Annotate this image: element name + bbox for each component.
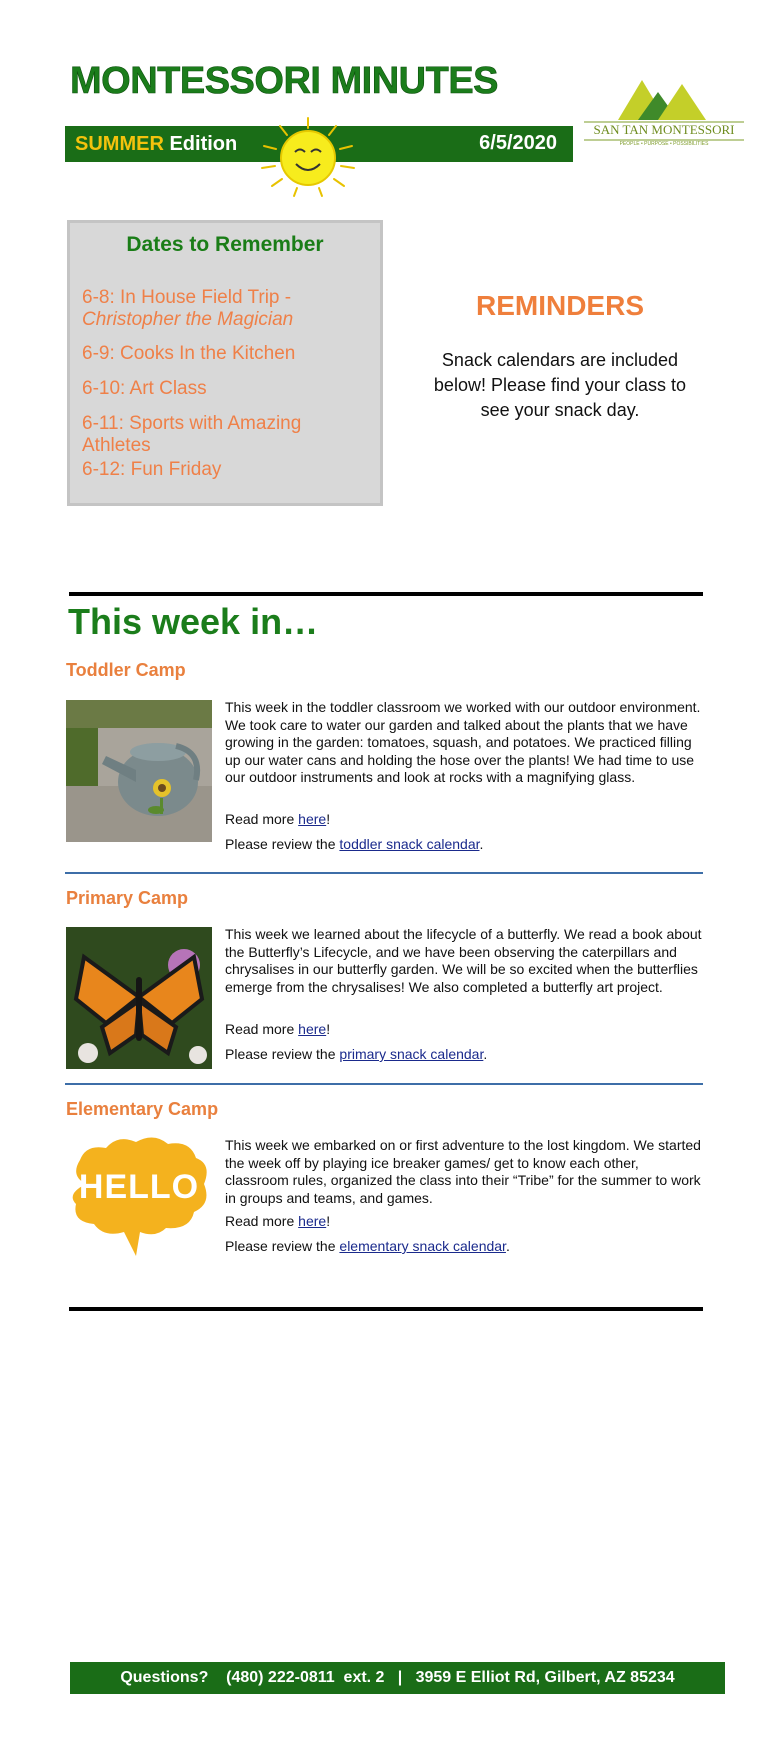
snack-calendar-line [225,836,703,852]
edition-label [75,133,237,156]
read-more-prefix: Read more [225,1213,299,1229]
review-suffix: . [479,836,484,852]
section-body: This week we learned about the lifecycle of a butterfly. We read a book about the Butterfly’s Lifecycle, and we have been observing the caterpillars and chrysalises in our butterfly garden. We will be so excited when the butterflies emerge from the chrysalises! We also completed a butterfly art project. [225,926,702,995]
review-suffix: . [505,1238,510,1254]
section-body: This week we embarked on or first adventure to the lost kingdom. We started the week off by playing ice breaker games/ get to know each other, classroom rules, organized the class into their “Tribe” for the summer to work in groups and teams, and games. [225,1137,701,1206]
logo-name: SAN TAN MONTESSORI [593,122,735,137]
read-more-line [225,1021,703,1037]
section-title: Toddler Camp [66,660,186,680]
read-more-prefix: Read more [225,1021,299,1037]
reminders-title: REMINDERS [475,290,644,321]
logo-tagline: PEOPLE • PURPOSE • POSSIBILITIES [619,141,709,147]
section-title: Elementary Camp [66,1099,219,1119]
date-item: 6-9: Cooks In the Kitchen [82,343,296,364]
hello-text: HELLO [78,1168,200,1206]
footer-bar [70,1662,725,1694]
section-divider [65,1083,703,1085]
butterfly-photo [66,927,212,1069]
date-item [82,287,372,331]
read-more-suffix: ! [326,811,331,827]
review-suffix: . [483,1046,488,1062]
section-divider [65,872,703,874]
watering-can-photo [66,700,212,842]
read-more-suffix: ! [326,1021,331,1037]
toddler-snack-calendar-link[interactable]: toddler snack calendar [339,836,480,852]
week-title: This week in… [68,601,319,642]
date-item: 6-12: Fun Friday [82,459,222,480]
divider [69,1307,703,1311]
dates-to-remember-box [67,220,383,506]
edition-season: SUMMER [75,133,164,155]
review-prefix: Please review the [225,1238,340,1254]
snack-calendar-line [225,1238,703,1254]
dates-title: Dates to Remember [126,233,324,256]
review-prefix: Please review the [225,1046,340,1062]
reminders-text: Snack calendars are included below! Please find your class to see your snack day. [433,350,687,420]
section-body: This week in the toddler classroom we worked with our outdoor environment. We took care to water our garden and talked about the plants that we have growing in the garden: tomatoes, squash, and potatoes. We practiced filling up our water cans and holding the hose over the plants! We had time to use our outdoor instruments and look at rocks with a magnifying glass. [225,699,701,785]
edition-date: 6/5/2020 [479,132,557,154]
date-item: 6-11: Sports with Amazing Athletes [82,413,302,456]
divider [69,592,703,596]
read-more-link[interactable]: here [298,1021,327,1037]
edition-word: Edition [169,133,238,155]
read-more-prefix: Read more [225,811,299,827]
read-more-line [225,811,703,827]
date-item-subtext: Christopher the Magician [82,309,294,330]
snack-calendar-line [225,1046,703,1062]
date-item-text: 6-8: In House Field Trip - [82,287,292,308]
footer-contact: Questions? (480) 222-0811 ext. 2 | 3959 E Elliot Rd, Gilbert, AZ 85234 [120,1669,675,1686]
read-more-link[interactable]: here [298,811,327,827]
section-title: Primary Camp [66,888,189,908]
date-item: 6-10: Art Class [82,378,207,399]
school-logo [582,76,746,148]
sun-icon [258,116,358,200]
read-more-link[interactable]: here [298,1213,327,1229]
primary-snack-calendar-link[interactable]: primary snack calendar [339,1046,484,1062]
elementary-snack-calendar-link[interactable]: elementary snack calendar [339,1238,506,1254]
read-more-suffix: ! [326,1213,331,1229]
hello-bubble-image [66,1134,212,1258]
newsletter-title: MONTESSORI MINUTES [70,60,499,102]
read-more-line [225,1213,703,1229]
review-prefix: Please review the [225,836,340,852]
